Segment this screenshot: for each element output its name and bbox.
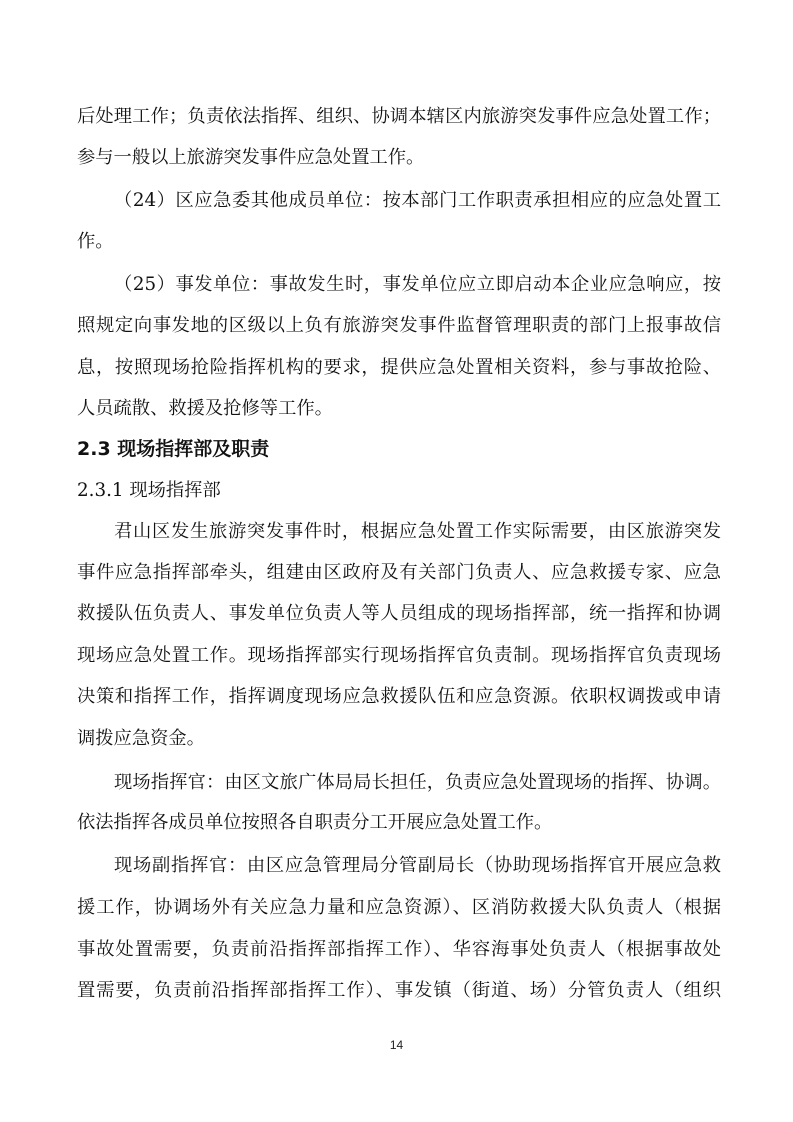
text-line: 依法指挥各成员单位按照各自职责分工开展应急处置工作。 (77, 812, 553, 833)
text-line: 照规定向事发地的区级以上负有旅游突发事件监督管理职责的部门上报事故信 (77, 315, 721, 336)
text-line: 调拨应急资金。 (77, 728, 205, 749)
text-line: 作。 (77, 231, 114, 252)
subsection-heading: 2.3.1 现场指挥部 (77, 480, 221, 501)
text-line: 事件应急指挥部牵头，组建由区政府及有关部门负责人、应急救援专家、应急 (77, 562, 721, 583)
text-line: 现场副指挥官：由区应急管理局分管副局长（协助现场指挥官开展应急救 (114, 855, 721, 876)
text-line: 息，按照现场抢险指挥机构的要求，提供应急处置相关资料，参与事故抢险、 (77, 357, 721, 378)
text-line: 君山区发生旅游突发事件时，根据应急处置工作实际需要，由区旅游突发 (114, 521, 721, 542)
page-number: 14 (389, 1038, 404, 1052)
text-line: （25）事发单位：事故发生时，事发单位应立即启动本企业应急响应，按 (114, 274, 721, 295)
text-line: 事故处置需要，负责前沿指挥部指挥工作）、华容海事处负责人（根据事故处 (77, 939, 721, 960)
text-line: （24）区应急委其他成员单位：按本部门工作职责承担相应的应急处置工 (114, 190, 721, 211)
text-line: 参与一般以上旅游突发事件应急处置工作。 (77, 147, 425, 168)
text-line: 后处理工作；负责依法指挥、组织、协调本辖区内旅游突发事件应急处置工作； (77, 106, 721, 127)
text-line: 现场应急处置工作。现场指挥部实行现场指挥官负责制。现场指挥官负责现场 (77, 645, 721, 666)
text-line: 置需要，负责前沿指挥部指挥工作）、事发镇（街道、场）分管负责人（组织 (77, 980, 721, 1001)
text-line: 援工作，协调场外有关应急力量和应急资源）、区消防救援大队负责人（根据 (77, 897, 721, 918)
text-line: 人员疏散、救援及抢修等工作。 (77, 398, 333, 419)
section-heading: 2.3 现场指挥部及职责 (77, 438, 270, 460)
text-line: 决策和指挥工作，指挥调度现场应急救援队伍和应急资源。依职权调拨或申请 (77, 686, 721, 707)
text-line: 救援队伍负责人、事发单位负责人等人员组成的现场指挥部，统一指挥和协调 (77, 603, 721, 624)
text-line: 现场指挥官：由区文旅广体局局长担任，负责应急处置现场的指挥、协调。 (114, 772, 721, 793)
